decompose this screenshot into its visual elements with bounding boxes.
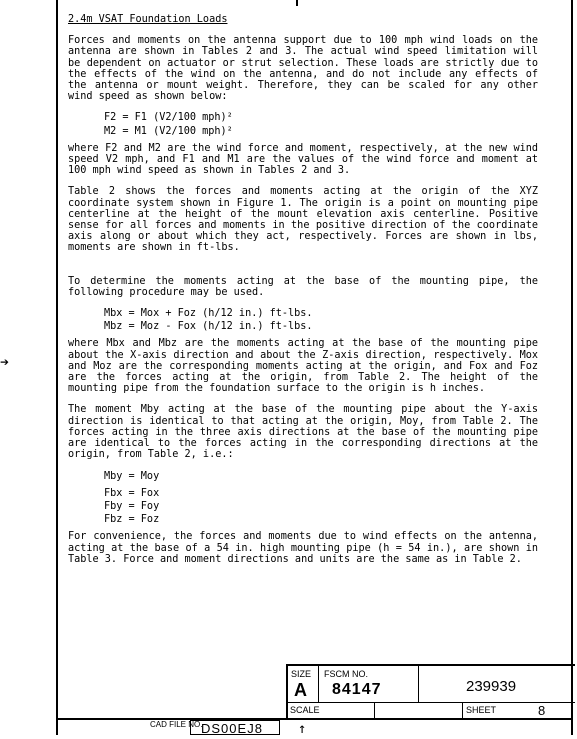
drawing-number-cell [418, 666, 575, 702]
paragraph-mby-description: The moment Mby acting at the base of the mounting pipe about the Y-axis direction is identical to that acting at the origin, Moy, from Table 2. The forces acting in the three axis directions at the base of the mounting pipe are identical to the forces acting in the corresponding directions at the origin, from Table 2, i.e.: [68, 404, 538, 461]
scale-label: SCALE [290, 705, 320, 715]
paragraph-table2-description: Table 2 shows the forces and moments acting at the origin of the XYZ coordinate system shown in Figure 1. The origin is a point on mounting pipe centerline at the height of the mount elevation axis centerline. Positive sense for all forces and moments in the positive direction of the coordinate axis along or about which they act, respectively. Forces are shown in lbs, moments are shown in ft-lbs. [68, 186, 538, 254]
size-cell [288, 666, 319, 702]
equation-fbx: Fbx = Fox [104, 487, 160, 499]
blank-cell [374, 703, 463, 719]
left-margin-arrow-icon: ➔ [0, 353, 10, 371]
drawing-number: 239939 [466, 678, 517, 695]
section-heading: 2.4m VSAT Foundation Loads [68, 14, 228, 25]
size-value: A [294, 680, 307, 700]
bottom-center-arrow-icon: ↑ [298, 721, 307, 737]
sheet-cell [462, 703, 575, 719]
sheet-number: 8 [538, 703, 546, 718]
cad-file-label: CAD FILE NO. [150, 720, 203, 729]
equation-mby: Mby = Moy [104, 470, 160, 482]
size-label: SIZE [291, 669, 312, 679]
cad-file-box [190, 720, 280, 735]
fscm-label: FSCM NO. [324, 669, 368, 679]
equation-mbz: Mbz = Moz - Fox (h/12 in.) ft-lbs. [104, 321, 313, 333]
title-block-bottom-row [288, 702, 575, 719]
title-block [286, 664, 575, 720]
fscm-value: 84147 [332, 681, 382, 698]
document-body [68, 14, 538, 575]
cad-file-number: DS00EJ8 [201, 721, 263, 736]
paragraph-where-definitions: where F2 and M2 are the wind force and moment, respectively, at the new wind speed V2 mph, and F1 and M1 are the values of the wind force and moment at 100 mph wind speed as shown in Tables 2 and 3. [68, 142, 538, 177]
bottom-border [56, 718, 573, 720]
equation-force-scaling: F2 = F1 (V2/100 mph)² [104, 112, 233, 124]
fscm-cell [318, 666, 419, 702]
equation-moment-scaling: M2 = M1 (V2/100 mph)² [104, 125, 233, 137]
paragraph-moment-definitions: where Mbx and Mbz are the moments acting at the base of the mounting pipe about the X-axis direction and about the Z-axis direction, respectively. Mox and Moz are the corresponding moments acting at the origin, and Fox and Foz are the forces acting at the origin, from Table 2. The height of the mounting pipe from the foundation surface to the origin is h inches. [68, 338, 538, 395]
equation-fbz: Fbz = Foz [104, 514, 160, 526]
sheet-label: SHEET [466, 705, 497, 715]
paragraph-table3-convenience: For convenience, the forces and moments due to wind effects on the antenna, acting at the base of a 54 in. high mounting pipe (h = 54 in.), are shown in Table 3. Force and moment directions and units are the same as in Table 2. [68, 531, 538, 565]
scale-cell [288, 703, 375, 719]
equation-fby: Fby = Foy [104, 500, 160, 512]
paragraph-wind-loads: Forces and moments on the antenna support due to 100 mph wind loads on the antenna are shown in Tables 2 and 3. The actual wind speed limitation will be dependent on actuator or strut selection. These loads are strictly due to the effects of the wind on the antenna, and do not include any effects of the antenna or mount weight. Therefore, they can be scaled for any other wind speed as shown below: [68, 35, 538, 103]
equation-mbx: Mbx = Mox + Foz (h/12 in.) ft-lbs. [104, 308, 313, 320]
paragraph-procedure-intro: To determine the moments acting at the base of the mounting pipe, the following procedure may be used. [68, 275, 538, 298]
top-center-tick [296, 0, 298, 6]
